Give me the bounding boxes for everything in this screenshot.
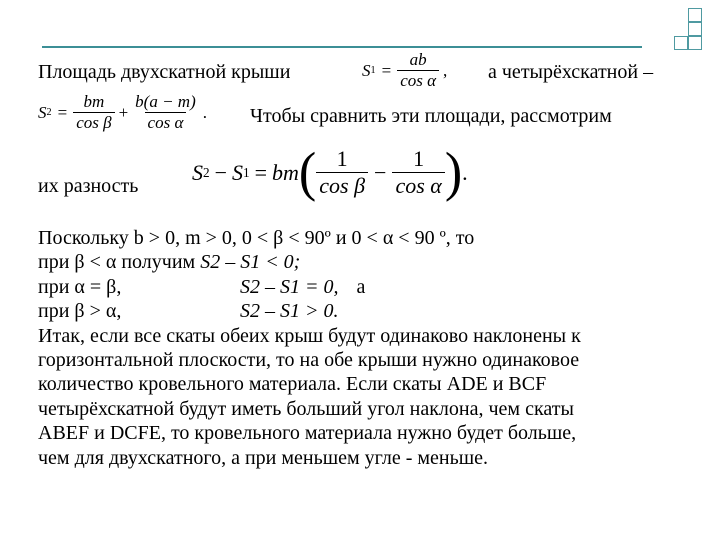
header-rule	[42, 46, 642, 48]
body-line-1: Поскольку b > 0, m > 0, 0 < β < 90º и 0 < α < 90 º, то	[38, 227, 475, 249]
body-line-6: горизонтальной плоскости, то на обе крыши нужно одинаковое	[38, 349, 580, 372]
formula-s1: S 1 = $\frac{ab}{\text{cos α}}$ ,	[362, 50, 448, 90]
line2-text: Чтобы сравнить эти площади, рассмотрим	[250, 105, 612, 127]
line1-suffix: а четырёхскатной –	[488, 61, 654, 83]
deco-square-1	[688, 8, 702, 22]
formula-difference: S 2 − S 1 = bm ( $\frac{1}{\text{cos β}}$ − $\frac{1}{\text{cos α}}$ ) .	[192, 142, 468, 202]
line3-text: их разность	[38, 175, 139, 197]
body-line-3: при α = β, S2 – S1 = 0, а	[38, 275, 366, 298]
body-line-4: при β > α, S2 – S1 > 0.	[38, 300, 339, 323]
body-line-7: количество кровельного материала. Если скаты ADE и BCF	[38, 373, 547, 396]
body-line-2: при β < α получим S2 – S1 < 0;	[38, 251, 301, 274]
formula-s2: S 2 = $\frac{bm}{\text{cos β}}$ + $\frac{b(a - m)}{\text{cos α}}$ .	[38, 92, 207, 132]
body-line-5: Итак, если все скаты обеих крыш будут одинаково наклонены к	[38, 324, 581, 347]
body-line-9: ABEF и DCFE, то кровельного материала нужно будет больше,	[38, 422, 577, 445]
body-text	[38, 226, 581, 470]
body-line-8: четырёхскатной будут иметь больший угол наклона, чем скаты	[38, 397, 574, 420]
deco-square-2	[688, 22, 702, 36]
deco-square-4	[674, 36, 688, 50]
line1-prefix: Площадь двухскатной крыши	[38, 61, 291, 83]
body-line-10: чем для двухскатного, а при меньшем угле - меньше.	[38, 446, 489, 469]
deco-square-3	[688, 36, 702, 50]
